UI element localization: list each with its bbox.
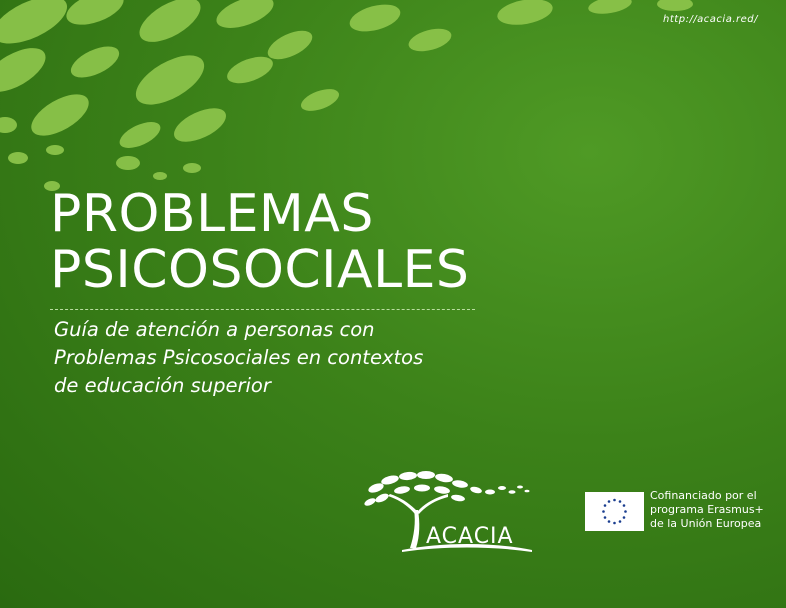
title-divider <box>50 309 475 310</box>
website-url[interactable]: http://acacia.red/ <box>663 14 758 25</box>
funding-line: Cofinanciado por el <box>650 489 757 502</box>
funding-notice <box>650 489 764 531</box>
subtitle-line: de educación superior <box>54 374 271 397</box>
subtitle-line: Problemas Psicosociales en contextos <box>54 346 424 369</box>
logo-text: ACACIA <box>426 524 514 549</box>
subtitle <box>54 316 514 400</box>
eu-flag-icon <box>585 492 644 531</box>
title-line-2: PSICOSOCIALES <box>50 240 470 300</box>
funding-line: programa Erasmus+ <box>650 503 764 516</box>
funding-line: de la Unión Europea <box>650 517 762 530</box>
leaves-decoration <box>0 0 786 200</box>
title-line-1: PROBLEMAS <box>50 184 374 244</box>
page-title <box>50 186 469 298</box>
subtitle-line: Guía de atención a personas con <box>54 318 375 341</box>
